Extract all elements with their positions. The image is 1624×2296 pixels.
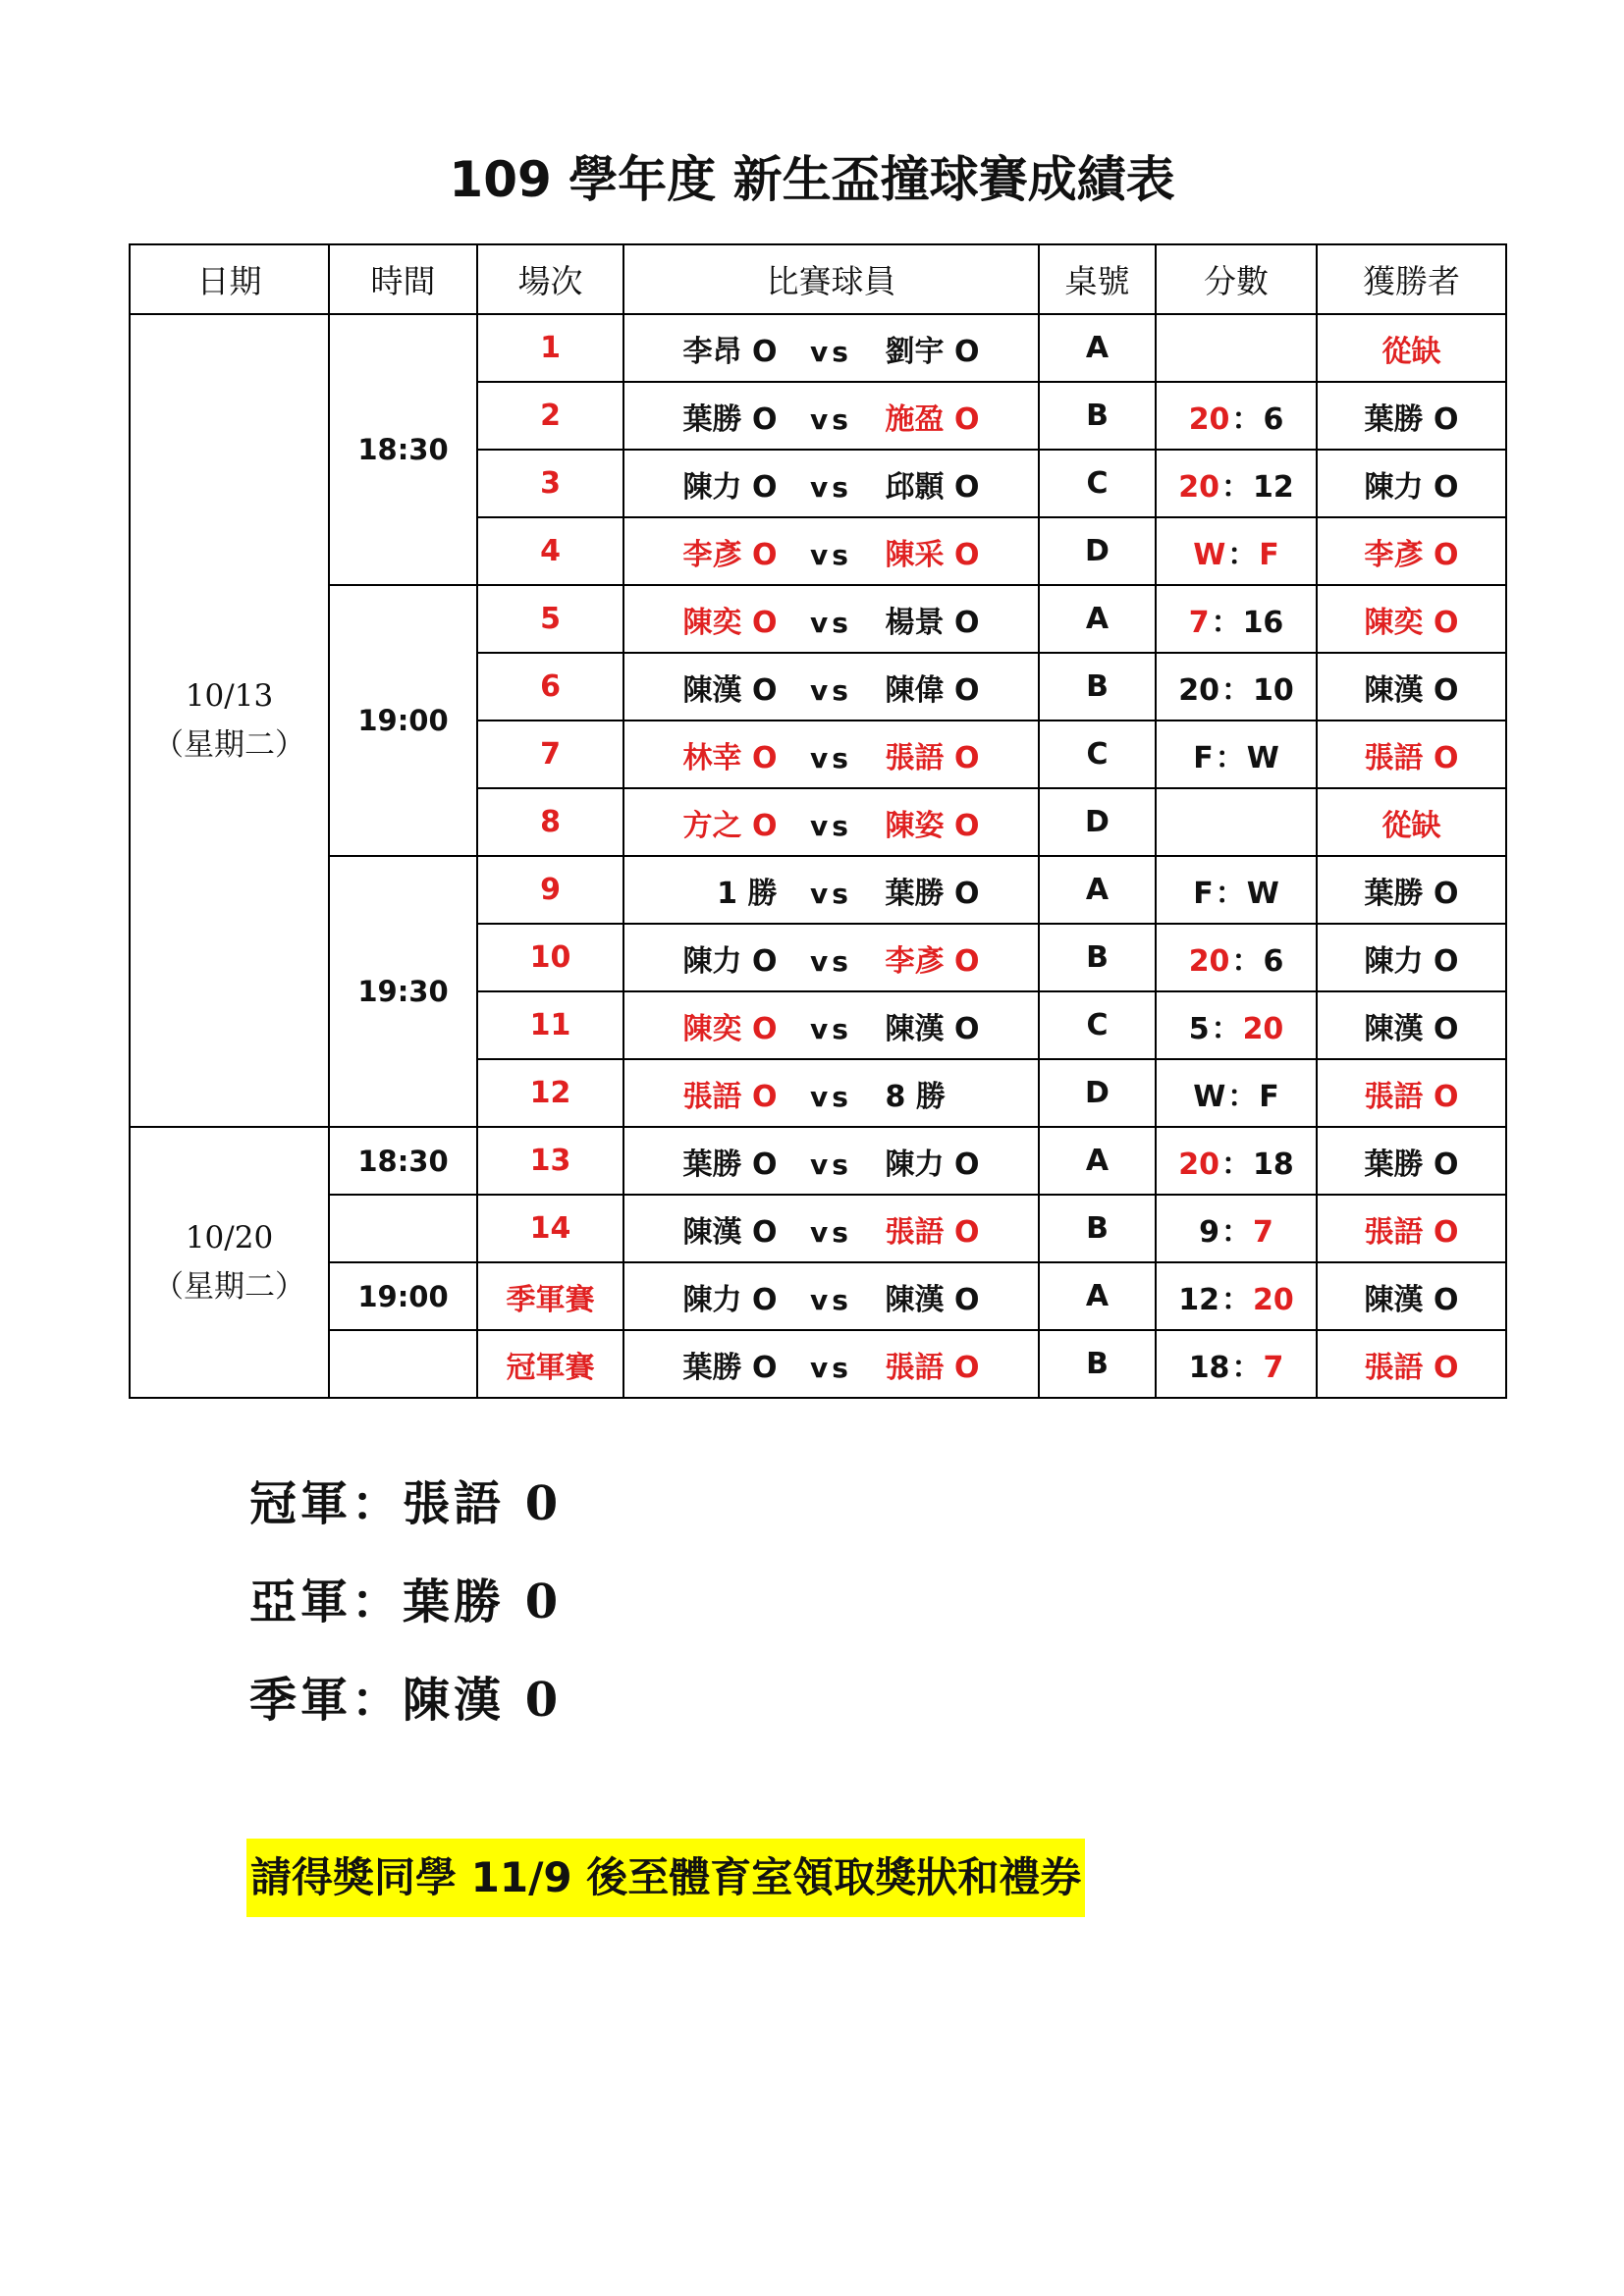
winner-cell: 張語 O — [1317, 1330, 1506, 1398]
score-2: F — [1259, 537, 1279, 572]
players-cell — [623, 585, 1039, 653]
time-cell: 19:30 — [329, 856, 477, 1127]
score-1: 20 — [1178, 1147, 1219, 1182]
table-no: A — [1039, 1127, 1156, 1195]
winner-cell: 葉勝 O — [1317, 1127, 1506, 1195]
table-no: A — [1039, 1262, 1156, 1330]
score-2: W — [1246, 876, 1279, 911]
header-score: 分數 — [1156, 244, 1317, 314]
winner-cell: 張語 O — [1317, 721, 1506, 788]
score-1: W — [1193, 1079, 1226, 1114]
score-cell — [1156, 450, 1317, 517]
champion-line: 冠軍：張語 0 — [249, 1476, 563, 1531]
player-1: 陳力 O — [682, 943, 778, 979]
score-colon: ： — [1211, 605, 1241, 640]
players-cell — [623, 1330, 1039, 1398]
weekday-value: （星期二） — [153, 1269, 305, 1305]
player-2: 楊景 O — [885, 605, 980, 640]
score-2: F — [1259, 1079, 1279, 1114]
player-2: 邱顥 O — [885, 469, 980, 505]
player-2: 陳漢 O — [885, 1011, 980, 1046]
winner-cell: 張語 O — [1317, 1059, 1506, 1127]
vs-label: vs — [810, 1148, 852, 1181]
match-no: 7 — [477, 721, 623, 788]
match-no: 1 — [477, 314, 623, 382]
score-2: 6 — [1263, 943, 1284, 979]
players-cell — [623, 991, 1039, 1059]
match-no: 12 — [477, 1059, 623, 1127]
winner-cell: 陳力 O — [1317, 450, 1506, 517]
date-cell — [130, 314, 329, 1127]
table-row — [130, 585, 1506, 653]
match-no: 季軍賽 — [477, 1262, 623, 1330]
players-cell — [623, 788, 1039, 856]
player-2: 陳漢 O — [885, 1282, 980, 1317]
table-no: D — [1039, 788, 1156, 856]
third-place-line: 季軍：陳漢 0 — [249, 1673, 563, 1728]
award-pickup-notice: 請得獎同學 11/9 後至體育室領取獎狀和禮券 — [246, 1839, 1085, 1917]
header-players: 比賽球員 — [623, 244, 1039, 314]
player-1: 1 勝 — [717, 876, 778, 911]
player-2: 劉宇 O — [885, 334, 980, 369]
score-cell — [1156, 924, 1317, 991]
table-row — [130, 314, 1506, 382]
table-no: A — [1039, 585, 1156, 653]
players-cell — [623, 382, 1039, 450]
table-no: B — [1039, 653, 1156, 721]
score-2: 16 — [1242, 605, 1284, 640]
player-1: 葉勝 O — [682, 401, 778, 437]
vs-label: vs — [810, 335, 852, 368]
player-2: 張語 O — [885, 740, 980, 775]
score-colon: ： — [1231, 943, 1262, 979]
score-colon: ： — [1227, 1079, 1258, 1114]
match-no: 9 — [477, 856, 623, 924]
time-cell — [329, 1195, 477, 1262]
player-1: 陳奕 O — [682, 1011, 778, 1046]
table-no: D — [1039, 1059, 1156, 1127]
score-colon: ： — [1221, 469, 1251, 505]
vs-label: vs — [810, 944, 852, 978]
table-row — [130, 1127, 1506, 1195]
player-1: 陳奕 O — [682, 605, 778, 640]
vs-label: vs — [810, 673, 852, 707]
score-cell — [1156, 1262, 1317, 1330]
match-no: 5 — [477, 585, 623, 653]
match-no: 13 — [477, 1127, 623, 1195]
score-2: 12 — [1253, 469, 1294, 505]
table-no: B — [1039, 924, 1156, 991]
player-1: 李彥 O — [682, 537, 778, 572]
player-2: 陳采 O — [885, 537, 980, 572]
score-cell — [1156, 991, 1317, 1059]
score-1: 12 — [1178, 1282, 1219, 1317]
score-2: 18 — [1253, 1147, 1294, 1182]
winner-cell: 陳漢 O — [1317, 991, 1506, 1059]
score-2: 7 — [1253, 1214, 1273, 1250]
score-2: 6 — [1263, 401, 1284, 437]
score-1: 7 — [1188, 605, 1210, 640]
match-no: 4 — [477, 517, 623, 585]
score-cell — [1156, 856, 1317, 924]
player-1: 陳漢 O — [682, 1214, 778, 1250]
vs-label: vs — [810, 470, 852, 504]
players-cell — [623, 1127, 1039, 1195]
score-colon: ： — [1215, 876, 1245, 911]
table-row — [130, 1195, 1506, 1262]
vs-label: vs — [810, 1080, 852, 1113]
score-colon: ： — [1221, 1147, 1251, 1182]
winner-cell: 葉勝 O — [1317, 856, 1506, 924]
player-2: 張語 O — [885, 1214, 980, 1250]
player-1: 方之 O — [682, 808, 778, 843]
vs-label: vs — [810, 1283, 852, 1316]
match-no: 14 — [477, 1195, 623, 1262]
date-value: 10/13 — [185, 678, 274, 714]
table-no: B — [1039, 382, 1156, 450]
results-table — [129, 243, 1507, 1399]
player-2: 施盈 O — [885, 401, 980, 437]
winner-cell: 李彥 O — [1317, 517, 1506, 585]
player-2: 李彥 O — [885, 943, 980, 979]
score-colon: ： — [1221, 1214, 1251, 1250]
vs-label: vs — [810, 741, 852, 774]
player-1: 陳力 O — [682, 1282, 778, 1317]
match-no: 8 — [477, 788, 623, 856]
players-cell — [623, 653, 1039, 721]
score-cell — [1156, 788, 1317, 856]
score-colon: ： — [1231, 1350, 1262, 1385]
players-cell — [623, 721, 1039, 788]
match-no: 3 — [477, 450, 623, 517]
match-no: 11 — [477, 991, 623, 1059]
vs-label: vs — [810, 877, 852, 910]
players-cell — [623, 1059, 1039, 1127]
vs-label: vs — [810, 606, 852, 639]
table-no: B — [1039, 1195, 1156, 1262]
vs-label: vs — [810, 402, 852, 436]
runner-up-line: 亞軍：葉勝 0 — [249, 1575, 563, 1629]
score-cell — [1156, 1330, 1317, 1398]
table-no: D — [1039, 517, 1156, 585]
date-cell — [130, 1127, 329, 1398]
table-no: C — [1039, 450, 1156, 517]
header-date: 日期 — [130, 244, 329, 314]
vs-label: vs — [810, 809, 852, 842]
score-1: 5 — [1188, 1011, 1210, 1046]
score-1: 18 — [1188, 1350, 1230, 1385]
score-1: 20 — [1188, 943, 1230, 979]
header-match: 場次 — [477, 244, 623, 314]
winner-cell: 從缺 — [1317, 788, 1506, 856]
winner-cell: 從缺 — [1317, 314, 1506, 382]
player-2: 張語 O — [885, 1350, 980, 1385]
score-cell — [1156, 653, 1317, 721]
winner-cell: 葉勝 O — [1317, 382, 1506, 450]
score-2: 7 — [1263, 1350, 1284, 1385]
vs-label: vs — [810, 1215, 852, 1249]
weekday-value: （星期二） — [153, 727, 305, 763]
player-2: 葉勝 O — [885, 876, 980, 911]
player-1: 葉勝 O — [682, 1147, 778, 1182]
score-cell — [1156, 721, 1317, 788]
score-2: 20 — [1253, 1282, 1294, 1317]
player-1: 陳漢 O — [682, 672, 778, 708]
table-no: A — [1039, 856, 1156, 924]
player-2: 陳偉 O — [885, 672, 980, 708]
time-cell — [329, 1330, 477, 1398]
score-1: W — [1193, 537, 1226, 572]
score-cell — [1156, 382, 1317, 450]
score-colon: ： — [1215, 740, 1245, 775]
table-row — [130, 856, 1506, 924]
player-1: 林幸 O — [682, 740, 778, 775]
score-1: 20 — [1178, 672, 1219, 708]
table-no: C — [1039, 991, 1156, 1059]
table-no: C — [1039, 721, 1156, 788]
table-no: B — [1039, 1330, 1156, 1398]
vs-label: vs — [810, 1012, 852, 1045]
vs-label: vs — [810, 538, 852, 571]
player-2: 8 勝 — [885, 1079, 946, 1114]
time-cell: 19:00 — [329, 585, 477, 856]
winner-cell: 陳力 O — [1317, 924, 1506, 991]
score-cell — [1156, 1127, 1317, 1195]
score-1: F — [1193, 876, 1214, 911]
vs-label: vs — [810, 1351, 852, 1384]
score-cell — [1156, 585, 1317, 653]
score-2: 10 — [1253, 672, 1294, 708]
time-cell: 18:30 — [329, 1127, 477, 1195]
player-1: 葉勝 O — [682, 1350, 778, 1385]
header-winner: 獲勝者 — [1317, 244, 1506, 314]
winner-cell: 陳漢 O — [1317, 1262, 1506, 1330]
time-cell: 19:00 — [329, 1262, 477, 1330]
players-cell — [623, 450, 1039, 517]
page-title: 109 學年度 新生盃撞球賽成績表 — [449, 151, 1175, 208]
table-header-row — [130, 244, 1506, 314]
score-2: 20 — [1242, 1011, 1284, 1046]
match-no: 2 — [477, 382, 623, 450]
table-row — [130, 1330, 1506, 1398]
time-cell: 18:30 — [329, 314, 477, 585]
match-no: 6 — [477, 653, 623, 721]
score-cell — [1156, 1195, 1317, 1262]
players-cell — [623, 1262, 1039, 1330]
score-cell — [1156, 314, 1317, 382]
table-row — [130, 1262, 1506, 1330]
player-2: 陳力 O — [885, 1147, 980, 1182]
player-2: 陳姿 O — [885, 808, 980, 843]
header-time: 時間 — [329, 244, 477, 314]
players-cell — [623, 856, 1039, 924]
players-cell — [623, 314, 1039, 382]
players-cell — [623, 1195, 1039, 1262]
score-colon: ： — [1221, 1282, 1251, 1317]
score-colon: ： — [1231, 401, 1262, 437]
date-value: 10/20 — [185, 1220, 274, 1255]
players-cell — [623, 924, 1039, 991]
winner-cell: 陳漢 O — [1317, 653, 1506, 721]
score-1: 20 — [1178, 469, 1219, 505]
match-no: 10 — [477, 924, 623, 991]
player-1: 陳力 O — [682, 469, 778, 505]
table-no: A — [1039, 314, 1156, 382]
score-1: 20 — [1188, 401, 1230, 437]
score-colon: ： — [1221, 672, 1251, 708]
winner-cell: 張語 O — [1317, 1195, 1506, 1262]
header-table-no: 桌號 — [1039, 244, 1156, 314]
score-cell — [1156, 517, 1317, 585]
score-1: 9 — [1199, 1214, 1219, 1250]
score-cell — [1156, 1059, 1317, 1127]
player-1: 張語 O — [682, 1079, 778, 1114]
match-no: 冠軍賽 — [477, 1330, 623, 1398]
winner-cell: 陳奕 O — [1317, 585, 1506, 653]
score-colon: ： — [1227, 537, 1258, 572]
players-cell — [623, 517, 1039, 585]
player-1: 李昂 O — [682, 334, 778, 369]
score-2: W — [1246, 740, 1279, 775]
score-1: F — [1193, 740, 1214, 775]
score-colon: ： — [1211, 1011, 1241, 1046]
